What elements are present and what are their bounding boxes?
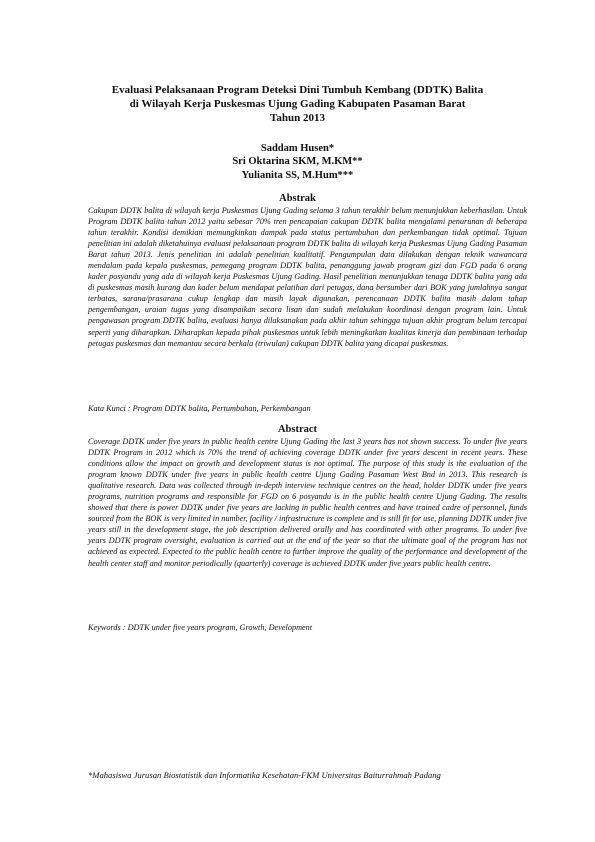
- kata-kunci: Kata Kunci : Program DDTK balita, Pertumbuhan, Perkembangan: [88, 404, 311, 413]
- paper-title: [80, 83, 515, 125]
- title-line-3: Tahun 2013: [270, 112, 325, 124]
- abstrak-heading: Abstrak: [279, 193, 316, 204]
- author-2: Sri Oktarina SKM, M.KM**: [232, 156, 363, 168]
- author-affiliation-footnote: *Mahasiswa Jurusan Biostatistik dan Informatika Kesehatan-FKM Universitas Baiturrahmah Padang: [88, 770, 441, 780]
- author-1: Saddam Husen*: [260, 143, 335, 154]
- keywords: Keywords : DDTK under five years program, Growth, Development: [88, 623, 313, 632]
- abstract-text: Coverage DDTK under five years in public health centre Ujung Gading the last 3 years has not shown success. To under five years DDTK Program in 2012 which is 70% the trend of achieving coverage DDTK under five years descent in recent years. These conditions allow the impact on growth and development status is not optimal. The purpose of this study is the evaluation of the program known DDTK under five years in public health centre Ujung Gading Pasaman West Bnd in 2013. This research is qualitative research. Data was collected through in-depth interview technique centres on the head, holder DDTK under five years programs, nutrition programs and responsible for FGD on 6 posyandu is in the public health centre Ujung Gading. The results showed that there is power DDTK under five years are lacking in public health centres and have trained cadre of personnel, funds sourced from the BOK is very limited in number, facility / infrastructure is complete and is still fit for use, planning DDTK under five years still in the development stage, the job description delivered orally and has coordinated with other programs. To under five years DDTK program oversight, evaluation is carried out at the end of the year so that the ultimate goal of the program has not achieved as expected. Expected to the public health centre to further improve the quality of the performance and development of the health center staff and monitor periodically (quarterly) coverage is achieved DDTK under five years public health centre.: [88, 437, 527, 568]
- abstrak-text: Cakupan DDTK balita di wilayah kerja Puskesmas Ujung Gading selama 3 tahun terakhir belum menunjukkan keberhasilan. Untuk Program DDTK balita tahun 2012 yaitu sebesar 70% tren pencapaian cakupan DDTK balita mengalami penurunan di beberapa tahun terakhir. Kondisi demikian memungkinkan dampak pada status pertumbuhan dan perkembangan tidak optimal. Tujuan penelitian ini adalah diketahuinya evaluasi pelaksanaan program DDTK balita di wilayah kerja Puskesmas Ujung Gading Pasaman Barat tahun 2013. Jenis penelitian ini adalah penelitian kualitatif. Pengumpulan data dilakukan dengan teknik wawancara mendalam pada kepala puskesmas, pemegang program DDTK balita, penanggung jawab program gizi dan FGD pada 6 orang kader posyandu yang ada di wilayah kerja Puskesmas Ujung Gading. Hasil penelitian menunjukkan tenaga DDTK balita yang ada di puskesmas masih kurang dan kader belum mendapat pelatihan dari petugas, dana bersumber dari BOK yang jumlahnya sangat terbatas, sarana/prasarana cukup lengkap dan masih layak digunakan, perencanaan DDTK balita masih dalam tahap pengembangan, uraian tugas yang disampaikan secara lisan dan sudah melakukan koordinasi dengan program lain. Untuk pengawasan program DDTK balita, evaluasi hanya dilaksanakan pada akhir tahun sehingga tujuan akhir program belum tercapai seperti yang diharapkan. Diharapkan kepada pihak puskesmas untuk lebih meningkatkan kualitas kinerja dan pembinaan terhadap petugas puskesmas dan memantau secara berkala (triwulan) cakupan DDTK balita yang dicapai puskesmas.: [88, 206, 527, 348]
- abstract-heading: Abstract: [277, 424, 318, 435]
- author-3: Yulianita SS, M.Hum***: [241, 169, 354, 181]
- author-list: [80, 142, 515, 182]
- title-line-2: di Wilayah Kerja Puskesmas Ujung Gading Kabupaten Pasaman Barat: [129, 98, 466, 110]
- title-line-1: Evaluasi Pelaksanaan Program Deteksi Dini Tumbuh Kembang (DDTK) Balita: [111, 84, 484, 96]
